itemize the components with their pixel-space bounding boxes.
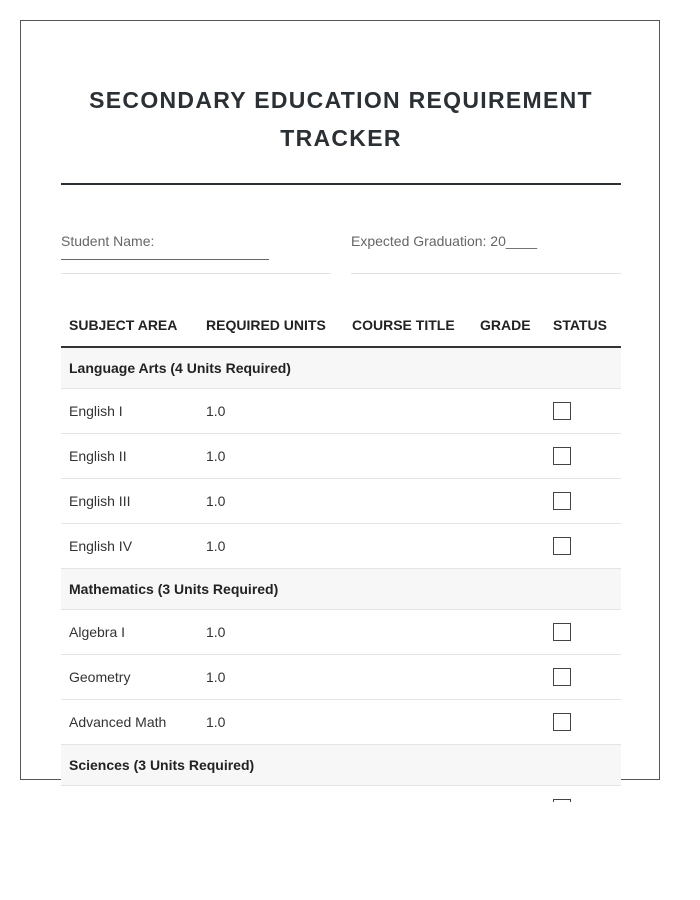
course-title-cell[interactable] — [344, 389, 472, 434]
status-checkbox[interactable] — [553, 623, 571, 641]
grade-cell[interactable] — [472, 389, 545, 434]
subject-cell: Algebra I — [61, 610, 198, 655]
table-row — [61, 479, 621, 524]
header-status: STATUS — [545, 304, 621, 347]
document-title: SECONDARY EDUCATION REQUIREMENT TRACKER — [89, 87, 593, 151]
units-cell: 1.0 — [198, 389, 344, 434]
subject-cell: English II — [61, 434, 198, 479]
course-title-cell[interactable] — [344, 524, 472, 569]
document-viewport — [20, 20, 660, 802]
course-title-cell[interactable] — [344, 786, 472, 803]
units-cell: 1.0 — [198, 434, 344, 479]
subject-cell: English IV — [61, 524, 198, 569]
status-cell — [545, 786, 621, 803]
document-content — [61, 20, 621, 773]
table-row — [61, 434, 621, 479]
status-cell — [545, 524, 621, 569]
grade-cell[interactable] — [472, 786, 545, 803]
grade-cell[interactable] — [472, 700, 545, 745]
units-cell: 1.0 — [198, 655, 344, 700]
table-row — [61, 786, 621, 803]
status-cell — [545, 434, 621, 479]
table-row — [61, 655, 621, 700]
grade-cell[interactable] — [472, 655, 545, 700]
section-title: Language Arts (4 Units Required) — [61, 347, 621, 389]
status-checkbox[interactable] — [553, 713, 571, 731]
student-name-baseline — [61, 273, 331, 274]
student-name-label: Student Name: — [61, 233, 155, 249]
header-course-title: COURSE TITLE — [344, 304, 472, 347]
units-cell: 1.0 — [198, 524, 344, 569]
subject-cell — [61, 786, 198, 803]
status-cell — [545, 389, 621, 434]
expected-graduation-field[interactable] — [351, 233, 621, 249]
course-title-cell[interactable] — [344, 655, 472, 700]
grade-cell[interactable] — [472, 479, 545, 524]
course-title-cell[interactable] — [344, 610, 472, 655]
subject-cell: Geometry — [61, 655, 198, 700]
course-title-cell[interactable] — [344, 434, 472, 479]
status-cell — [545, 479, 621, 524]
status-checkbox[interactable] — [553, 492, 571, 510]
status-checkbox[interactable] — [553, 447, 571, 465]
table-row — [61, 524, 621, 569]
grade-cell[interactable] — [472, 524, 545, 569]
header-required-units: REQUIRED UNITS — [198, 304, 344, 347]
status-checkbox[interactable] — [553, 537, 571, 555]
status-cell — [545, 610, 621, 655]
units-cell: 1.0 — [198, 610, 344, 655]
grade-cell[interactable] — [472, 610, 545, 655]
student-name-field[interactable] — [61, 233, 331, 260]
expected-graduation-baseline — [351, 273, 621, 274]
expected-graduation-label: Expected Graduation: 20____ — [351, 233, 538, 249]
section-row-language-arts — [61, 347, 621, 389]
subject-cell: English I — [61, 389, 198, 434]
subject-cell: English III — [61, 479, 198, 524]
table-row — [61, 700, 621, 745]
student-name-blank-line — [61, 259, 269, 260]
requirements-table — [61, 304, 621, 802]
table-header-row — [61, 304, 621, 347]
student-info-fields — [61, 185, 621, 283]
status-cell — [545, 655, 621, 700]
subject-cell: Advanced Math — [61, 700, 198, 745]
status-checkbox[interactable] — [553, 799, 571, 802]
header-grade: GRADE — [472, 304, 545, 347]
units-cell: 1.0 — [198, 479, 344, 524]
units-cell — [198, 786, 344, 803]
course-title-cell[interactable] — [344, 700, 472, 745]
section-title: Sciences (3 Units Required) — [61, 745, 621, 786]
section-row-sciences — [61, 745, 621, 786]
grade-cell[interactable] — [472, 434, 545, 479]
course-title-cell[interactable] — [344, 479, 472, 524]
status-cell — [545, 700, 621, 745]
header-subject-area: SUBJECT AREA — [61, 304, 198, 347]
table-row — [61, 610, 621, 655]
section-title: Mathematics (3 Units Required) — [61, 569, 621, 610]
table-row — [61, 389, 621, 434]
section-row-mathematics — [61, 569, 621, 610]
units-cell: 1.0 — [198, 700, 344, 745]
status-checkbox[interactable] — [553, 402, 571, 420]
status-checkbox[interactable] — [553, 668, 571, 686]
